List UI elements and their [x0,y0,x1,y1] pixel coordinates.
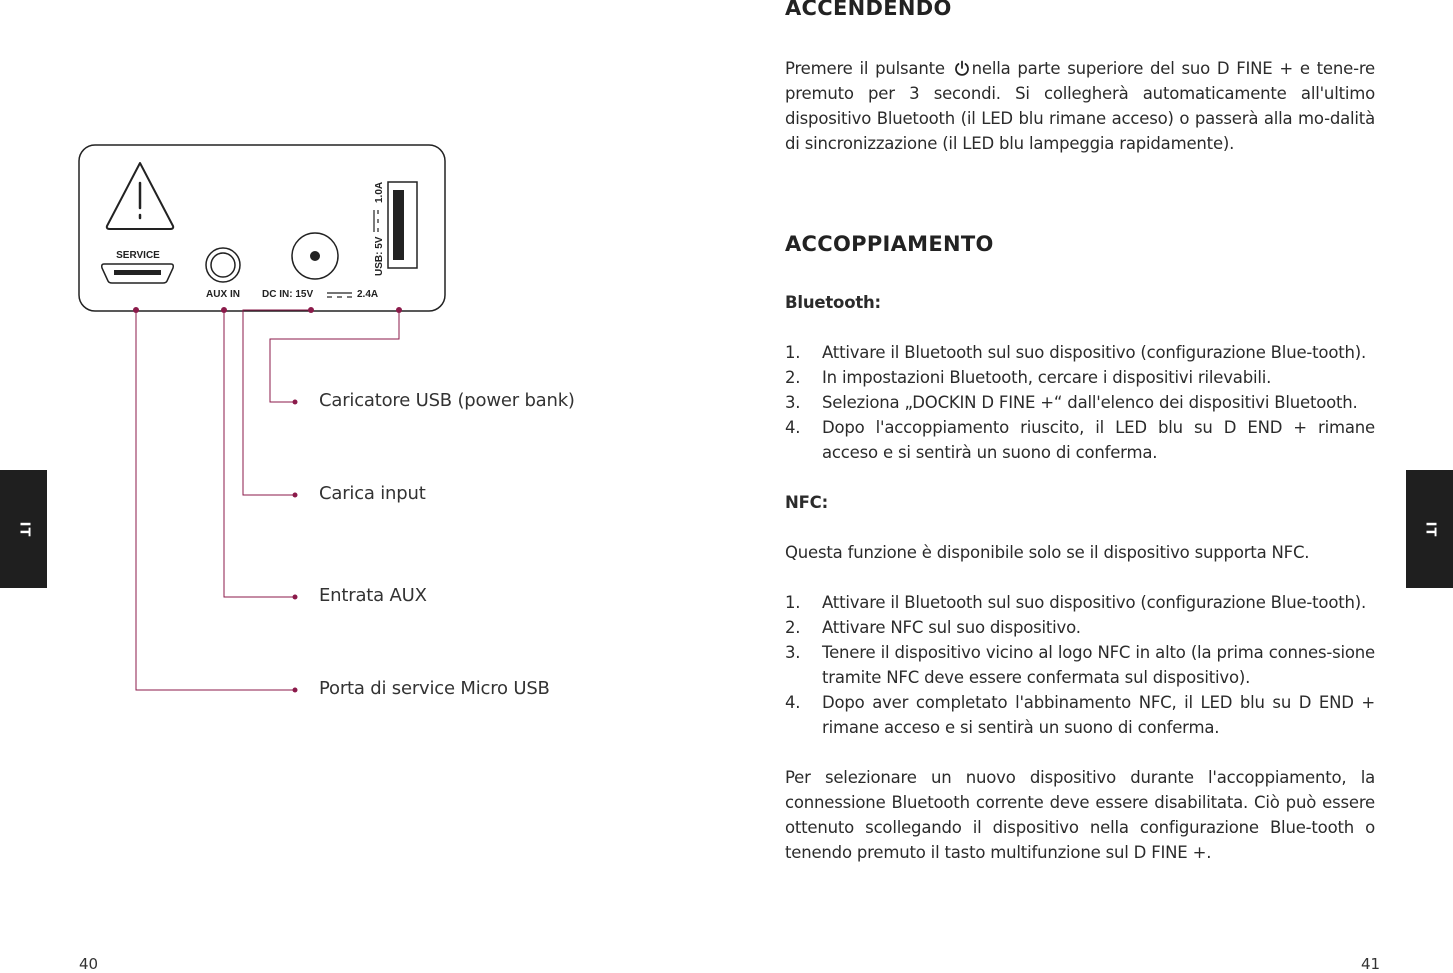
heading-power-on: ACCENDENDO [785,0,952,20]
power-on-text [785,56,1375,156]
nfc-step: 1. Attivare il Bluetooth sul suo dispositivo (configurazione Blue-tooth). [785,593,1367,612]
bluetooth-step: 2. In impostazioni Bluetooth, cercare i dispositivi rilevabili. [785,368,1272,387]
language-tab-label: IT [16,521,31,537]
bluetooth-step: 1. Attivare il Bluetooth sul suo dispositivo (configurazione Blue-tooth). [785,343,1367,362]
bluetooth-subheading: Bluetooth: [785,293,881,312]
bluetooth-step: 4. Dopo l'accoppiamento riuscito, il LED blu su D END + rimane acceso e si sentirà un suono di conferma. [785,418,1375,462]
dc-in-label: DC IN: 15V [262,289,314,300]
usb-port [388,182,417,268]
page-number-right: 41 [1361,955,1381,973]
bluetooth-step: 3. Seleziona „DOCKIN D FINE +“ dall'elenco dei dispositivi Bluetooth. [785,393,1358,412]
callout-service-port: Porta di service Micro USB [319,678,550,699]
section-power-on [785,0,1375,21]
heading-pairing: ACCOPPIAMENTO [785,232,994,256]
section-pairing [785,232,1375,257]
left-page [0,0,726,973]
nfc-subheading: NFC: [785,493,828,512]
power-on-text-before: Premere il pulsante [785,59,945,78]
aux-jack [206,248,240,282]
usb-dc-symbol [374,210,378,232]
dc-jack [292,233,338,279]
dc-symbol [327,293,352,297]
power-on-paragraph [785,56,1375,156]
warning-triangle-icon [107,163,173,229]
nfc-step: 3. Tenere il dispositivo vicino al logo NFC in alto (la prima connes-sione tramite NFC deve essere confermata sul dispositivo). [785,643,1375,687]
nfc-intro: Questa funzione è disponibile solo se il dispositivo supporta NFC. [785,543,1310,562]
nfc-step: 2. Attivare NFC sul suo dispositivo. [785,618,1081,637]
bluetooth-steps [785,340,1375,465]
language-tab-right [1406,470,1453,588]
language-tab-label: IT [1422,521,1437,537]
callout-aux-input: Entrata AUX [319,585,427,606]
callout-usb-charger: Caricatore USB (power bank) [319,390,575,411]
pairing-body [785,290,1375,865]
nfc-step: 4. Dopo aver completato l'abbinamento NFC, il LED blu su D END + rimane acceso e si sentirà un suono di conferma. [785,693,1375,737]
closing-paragraph: Per selezionare un nuovo dispositivo durante l'accoppiamento, la connessione Bluetooth corrente deve essere disabilitata. Ciò può essere ottenuto scollegando il dispositivo nella configurazione Blue-tooth o tenendo premuto il tasto multifunzione sul D FINE +. [785,768,1375,862]
power-icon [954,60,970,76]
usb-current-label: 1.0A [374,181,385,203]
power-on-text-after: nella parte superiore del suo D FINE + e tene-re premuto per 3 secondi. Si collegherà automaticamente all'ultimo dispositivo Bluetooth (il LED blu rimane acceso) o passerà alla mo-dalità di sincronizzazione (il LED blu lampeggia rapidamente). [785,59,1375,153]
nfc-steps [785,590,1375,740]
callout-charge-input: Carica input [319,483,426,504]
service-port-label: SERVICE [116,250,160,261]
dc-current-label: 2.4A [357,289,379,300]
page-number-left: 40 [79,955,99,973]
aux-in-label: AUX IN [206,289,240,300]
usb-label: USB: 5V [374,236,385,276]
right-page [727,0,1453,973]
